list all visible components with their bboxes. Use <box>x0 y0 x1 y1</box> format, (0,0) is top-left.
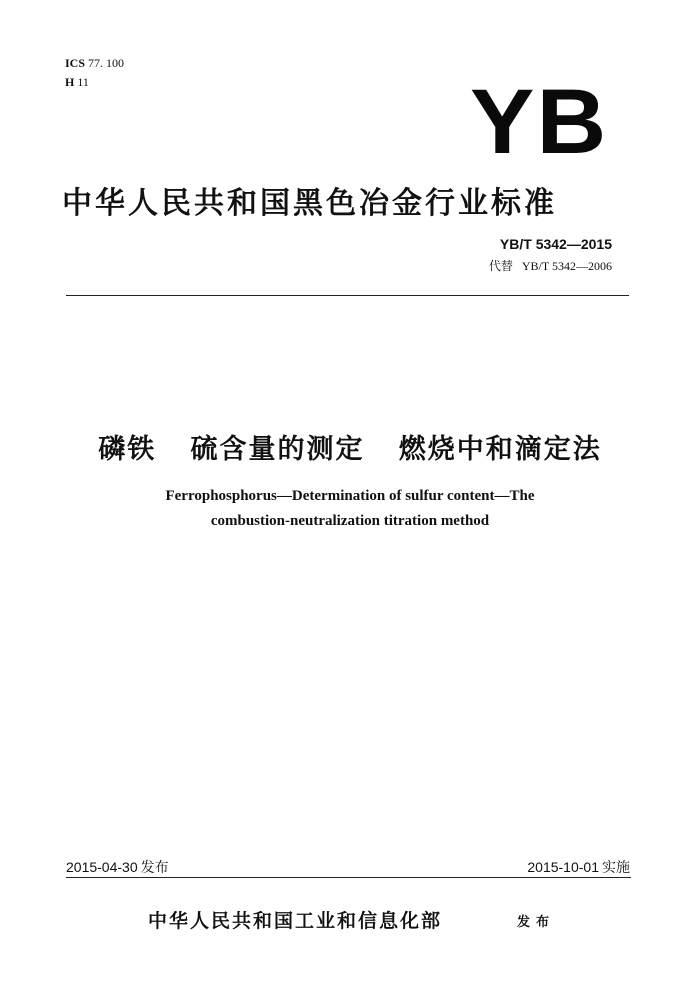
ics-value: 77. 100 <box>88 56 125 70</box>
issuing-authority: 中华人民共和国工业和信息化部 <box>148 910 443 932</box>
ics-label: ICS <box>65 56 86 70</box>
ccs-code <box>65 75 89 90</box>
issue-date-value: 2015-04-30 <box>66 859 138 875</box>
publish-label: 发布 <box>517 915 556 930</box>
standard-number-value: YB/T 5342—2015 <box>499 236 612 252</box>
issue-date-label: 发布 <box>140 860 169 876</box>
document-title-zh: 磷铁 硫含量的测定 燃烧中和滴定法 <box>98 434 602 465</box>
footer-divider <box>66 877 631 878</box>
replaces-standard <box>489 257 612 274</box>
replaces-label: 代替 <box>488 259 513 273</box>
implementation-date-value: 2015-10-01 <box>527 859 599 875</box>
replaces-value: YB/T 5342—2006 <box>521 259 612 273</box>
ccs-label: H <box>65 75 75 89</box>
standard-number <box>500 236 612 254</box>
implementation-date <box>527 857 630 877</box>
title-en-line-2: combustion-neutralization titration method <box>210 513 490 529</box>
implementation-date-label: 实施 <box>602 860 630 876</box>
yb-logo: YB <box>470 71 609 173</box>
standard-category-title: 中华人民共和国黑色冶金行业标准 <box>62 186 557 221</box>
ics-code <box>65 56 124 71</box>
title-en-line-1: Ferrophosphorus—Determination of sulfur content—The <box>165 488 535 504</box>
document-title-en <box>0 484 700 534</box>
header-divider <box>66 295 629 296</box>
issue-date <box>66 857 169 877</box>
ccs-value: 11 <box>77 75 89 89</box>
